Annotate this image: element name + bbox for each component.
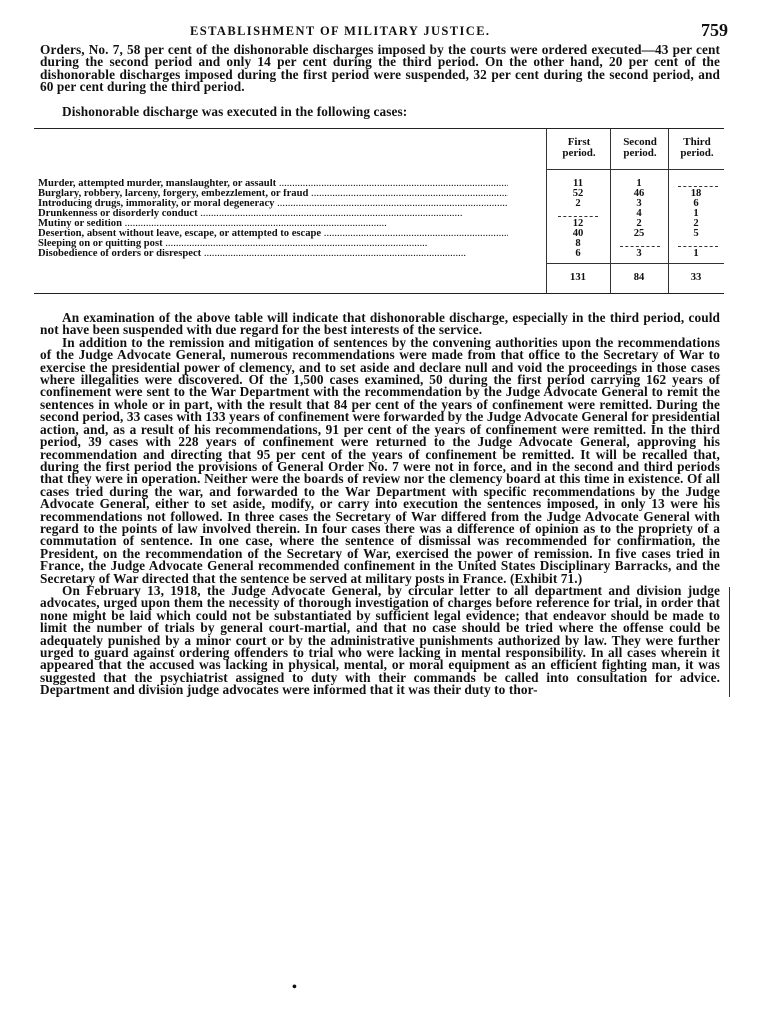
table-cell: 5 xyxy=(693,228,699,240)
table-row-label: Disobedience of orders or disrespect ..... xyxy=(38,249,508,259)
table-row-label: Sleeping on or quitting post ..... xyxy=(38,239,508,249)
table-cell: 4 xyxy=(636,208,642,220)
table-row-label: Drunkenness or disorderly conduct ..... xyxy=(38,209,508,219)
table-row-label: Murder, attempted murder, manslaughter, or assault ..... xyxy=(38,179,508,189)
body-text xyxy=(40,312,720,697)
footer-mark: • xyxy=(292,980,297,995)
table-cell: 12 xyxy=(572,218,584,230)
table-cell: 1 xyxy=(636,178,642,190)
table-caption: Dishonorable discharge was executed in the following cases: xyxy=(62,103,408,119)
table-row-label: Burglary, robbery, larceny, forgery, embezzlement, or fraud ..... xyxy=(38,189,508,199)
table-total-first: 131 xyxy=(570,272,586,284)
table-row-label: Introducing drugs, immorality, or moral degeneracy ..... xyxy=(38,199,508,209)
table-cell: 6 xyxy=(575,248,581,260)
table-row-label: Desertion, absent without leave, escape, or attempted to escape ..... xyxy=(38,229,508,239)
table-total-third: 33 xyxy=(690,272,702,284)
table-cell: 2 xyxy=(575,198,581,210)
table-cell: 18 xyxy=(690,188,702,200)
empty-cell-dash xyxy=(620,246,660,247)
paragraph: On February 13, 1918, the Judge Advocate General, by circular letter to all department and division judge advocates, urged upon them the necessity of thorough investigation of charges before reference for trial, in order that none might be laid which could not be substantiated by sufficient legal evidence; that endeavor should be made to limit the number of trials by general court-martial, and that no case should be tried where the offense could be adequately punished by a minor court or by the administrative punishments authorized by law. They were further urged to guard against ordering offenders to trial who were lacking in mental responsibility. In all cases wherein it appeared that the accused was lacking in physical, mental, or moral equipment as an efficient fighting man, it was suggested that the psychiatrist assigned to duty with their commands be called into consultation for advice. Department and division judge advocates were informed that it was their duty to thor- xyxy=(40,582,720,698)
margin-bracket xyxy=(729,587,730,697)
table-cell: 52 xyxy=(572,188,584,200)
total-rule xyxy=(546,263,724,264)
document-page xyxy=(38,20,728,698)
table-cell: 1 xyxy=(693,208,699,220)
paragraph: In addition to the remission and mitigation of sentences by the convening authorities upon the recommendations of the Judge Advocate General, numerous recommendations were made from that office to the Secretary of War to exercise the presidential power of clemency, and to set aside and declare null and void the proceedings in those cases where illegalities were discovered. Of the 1,500 cases examined, 50 during the first period carrying 162 years of confinement were sent to the War Department with the recommendation by the Judge Advocate General to remit the sentences in whole or in part, with the result that 84 per cent of the years of confinement were remitted. During the second period, 33 cases with 133 years of confinement were forwarded by the Judge Advocate General for presidential action, and, as a result of his recommendations, 91 per cent of the years of confinement were remitted. In the third period, 39 cases with 228 years of confinement were returned to the Judge Advocate General, approving his recommendation and directing that 95 per cent of the years of confinement be remitted. It will be recalled that, during the first period the provisions of General Order No. 7 were not in force, and in the second and third periods that they were in operation. Neither were the boards of review nor the clemency board at this time in existence. Of all cases tried during the war, and forwarded to the War Department with specific recommendations by the Judge Advocate General, either to set aside, modify, or carry into execution the sentences imposed, in only 13 were his recommendations not followed. In three cases the Secretary of War differed from the Judge Advocate General with regard to the points of law involved therein. In four cases there was a difference of opinion as to the propriety of a commutation of sentence. In one case, where the sentence of dismissal was recommended for confirmation, the President, on the recommendation of the Secretary of War, exercised the power of remission. In five cases tried in France, the Judge Advocate General recommended confinement in the United States Disciplinary Barracks, and the Secretary of War directed that the sentence be served at military posts in France. (Exhibit 71.) xyxy=(40,334,720,586)
table-cell: 2 xyxy=(693,218,699,230)
table-total-second: 84 xyxy=(633,272,645,284)
page-number: 759 xyxy=(701,20,728,40)
header-rule xyxy=(546,169,724,170)
bracketed-paragraph xyxy=(40,582,720,698)
column-header-second: Second period. xyxy=(623,136,657,160)
discharge-table xyxy=(34,128,724,294)
empty-cell-dash xyxy=(678,186,718,187)
table-cell: 2 xyxy=(636,218,642,230)
table-cell: 25 xyxy=(633,228,645,240)
column-header-third: Third period. xyxy=(680,136,714,160)
page-header xyxy=(40,20,728,44)
table-cell: 3 xyxy=(636,198,642,210)
table-cell: 1 xyxy=(693,248,699,260)
paragraph: An examination of the above table will indicate that dishonorable discharge, especially in the third period, could not have been suspended with due regard for the best interests of the service. xyxy=(40,310,720,338)
table-cell: 46 xyxy=(633,188,645,200)
table-cell: 8 xyxy=(575,238,581,250)
column-header-first: First period. xyxy=(562,136,596,160)
table-cell: 11 xyxy=(572,178,583,190)
table-cell: 6 xyxy=(693,198,699,210)
empty-cell-dash xyxy=(678,246,718,247)
table-cell: 40 xyxy=(572,228,584,240)
empty-cell-dash xyxy=(558,216,598,217)
running-title: ESTABLISHMENT OF MILITARY JUSTICE. xyxy=(190,24,491,38)
table-grid xyxy=(34,129,724,293)
table-cell: 3 xyxy=(636,248,642,260)
table-column-divider xyxy=(546,129,547,293)
table-row-label: Mutiny or sedition ..... xyxy=(38,219,508,229)
intro-paragraph: Orders, No. 7, 58 per cent of the dishonorable discharges imposed by the courts were ordered executed—43 per cent during the second period and only 14 per cent during the third period. On the other hand, 20 per cent of the dishonorable discharges imposed during the first period were suspended, 32 per cent during the second period, and 60 per cent during the third period. xyxy=(40,42,720,95)
